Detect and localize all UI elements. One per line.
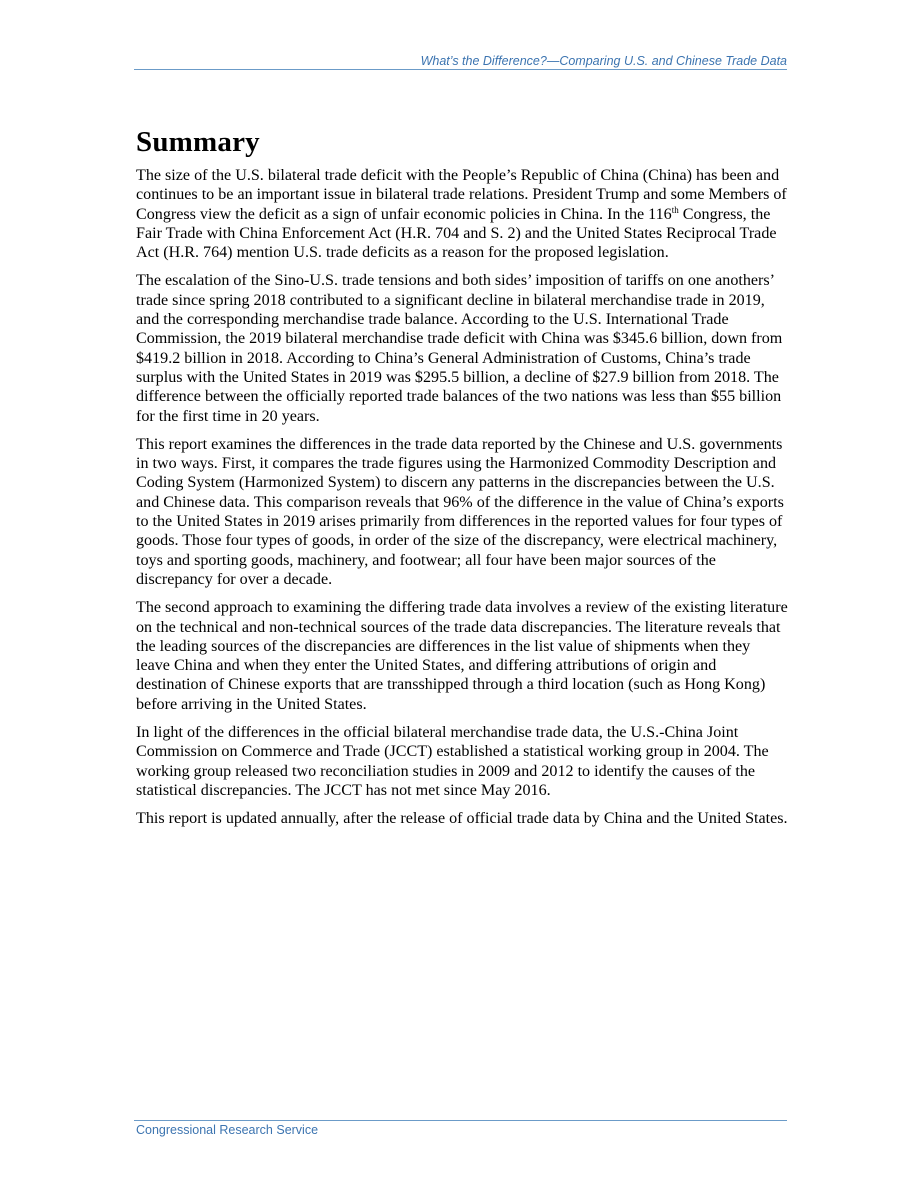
paragraph-1-text: The size of the U.S. bilateral trade deficit with the People’s Republic of China (China) has been and continues to be an important issue in bilateral trade relations. President Trump and some Members of Congress view the deficit as a sign of unfair economic policies in China. In the 116 [136,167,787,223]
header-divider [134,69,787,70]
running-header-title: What’s the Difference?—Comparing U.S. and Chinese Trade Data [420,54,787,68]
section-heading: Summary [136,126,260,158]
paragraph-6: This report is updated annually, after the release of official trade data by China and the United States. [136,810,788,828]
paragraph-3: This report examines the differences in the trade data reported by the Chinese and U.S. governments in two ways. First, it compares the trade figures using the Harmonized Commodity Description and Coding System (Harmonized System) to discern any patterns in the discrepancies between the U.S. and Chinese data. This comparison reveals that 96% of the difference in the value of China’s exports to the United States in 2019 arises primarily from differences in the reported values for four types of goods. Those four types of goods, in order of the size of the discrepancy, were electrical machinery, toys and sporting goods, machinery, and footwear; all four have been major sources of the discrepancy for over a decade. [136,435,784,588]
paragraph-4: The second approach to examining the differing trade data involves a review of the existing literature on the technical and non-technical sources of the trade data discrepancies. The literature reveals that the leading sources of the discrepancies are differences in the list value of shipments when they leave China and when they enter the United States, and differing attributions of origin and destination of Chinese exports that are transshipped through a third location (such as Hong Kong) before arriving in the United States. [136,599,788,713]
paragraph-1 [136,166,788,262]
footer-organization: Congressional Research Service [136,1123,319,1137]
ordinal-superscript: th [671,204,679,215]
summary-section [136,124,788,838]
paragraph-5: In light of the differences in the official bilateral merchandise trade data, the U.S.-China Joint Commission on Commerce and Trade (JCCT) established a statistical working group in 2004. The working group released two reconciliation studies in 2009 and 2012 to identify the causes of the statistical discrepancies. The JCCT has not met since May 2016. [136,724,769,799]
footer-divider [134,1120,787,1121]
paragraph-2: The escalation of the Sino-U.S. trade tensions and both sides’ imposition of tariffs on one anothers’ trade since spring 2018 contributed to a significant decline in bilateral merchandise trade in 2019, and the corresponding merchandise trade balance. According to the U.S. International Trade Commission, the 2019 bilateral merchandise trade deficit with China was $345.6 billion, down from $419.2 billion in 2018. According to China’s General Administration of Customs, China’s trade surplus with the United States in 2019 was $295.5 billion, a decline of $27.9 billion from 2018. The difference between the officially reported trade balances of the two nations was less than $55 billion for the first time in 20 years. [136,272,783,425]
paragraph-1-text-cont: Congress, the Fair Trade with China Enforcement Act (H.R. 704 and S. 2) and the United States Reciprocal Trade Act (H.R. 764) mention U.S. trade deficits as a reason for the proposed legislation. [136,205,777,262]
